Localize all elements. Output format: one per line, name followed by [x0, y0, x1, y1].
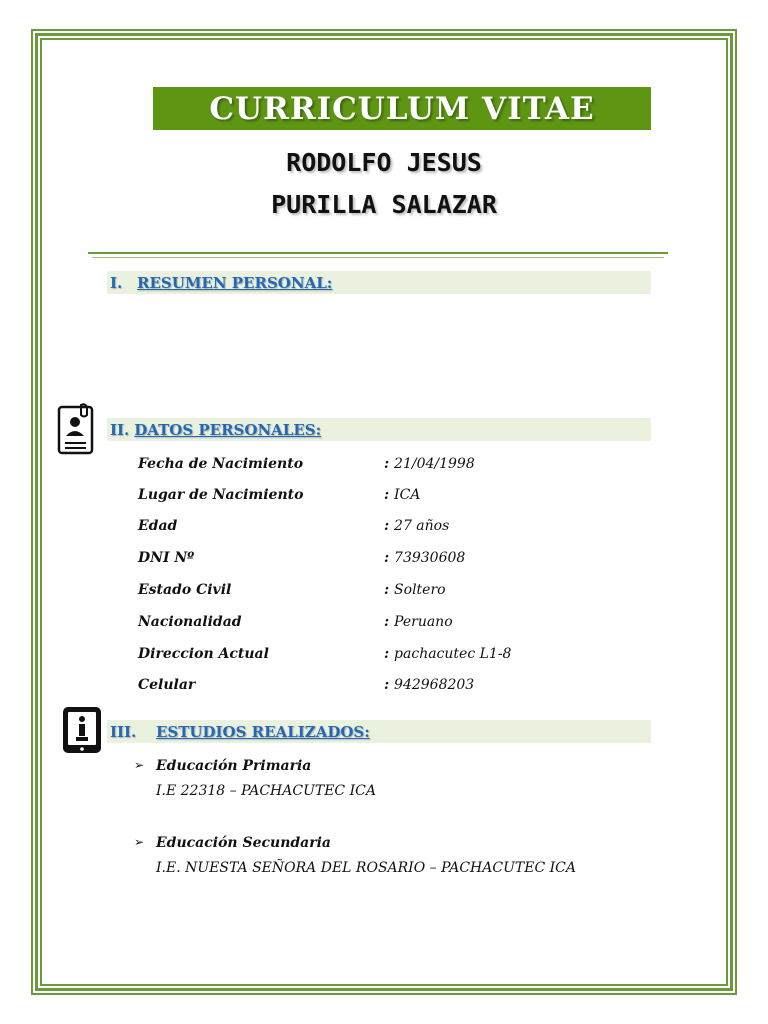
candidate-first-names: RODOLFO JESUS	[286, 148, 482, 177]
section-number: III.	[110, 722, 137, 741]
document-title: CURRICULUM VITAE	[153, 87, 651, 130]
arrow-bullet-icon: ➢	[134, 835, 145, 849]
row-value: 27 años	[394, 518, 450, 534]
row-value-wrap: : pachacutec L1-8	[384, 646, 512, 662]
row-value: 21/04/1998	[394, 456, 475, 472]
section-resumen-personal	[107, 271, 651, 294]
education-level: Educación Secundaria	[156, 835, 331, 851]
row-value-wrap: : 21/04/1998	[384, 456, 475, 472]
row-value-wrap: : Peruano	[384, 614, 453, 630]
section-number: I.	[110, 273, 123, 292]
id-card-icon	[57, 403, 95, 455]
row-label: Edad	[138, 518, 178, 534]
row-value-wrap: : 73930608	[384, 550, 466, 566]
header-divider	[88, 252, 668, 254]
row-value: Soltero	[394, 582, 446, 598]
header-divider-thin	[92, 257, 664, 258]
candidate-last-names: PURILLA SALAZAR	[271, 190, 497, 219]
row-value-wrap: : 27 años	[384, 518, 450, 534]
education-level: Educación Primaria	[156, 758, 312, 774]
section-heading: ESTUDIOS REALIZADOS:	[156, 722, 370, 741]
education-school: I.E 22318 – PACHACUTEC ICA	[156, 783, 376, 799]
row-value-wrap: : ICA	[384, 487, 421, 503]
row-label: Lugar de Nacimiento	[138, 487, 304, 503]
section-number: II.	[110, 420, 130, 439]
tablet-person-icon	[61, 705, 103, 755]
row-label: Direccion Actual	[138, 646, 269, 662]
row-label: Estado Civil	[138, 582, 232, 598]
row-label: Celular	[138, 677, 196, 693]
arrow-bullet-icon: ➢	[134, 758, 145, 772]
section-heading: RESUMEN PERSONAL:	[137, 273, 333, 292]
row-value-wrap: : 942968203	[384, 677, 475, 693]
row-value: 73930608	[394, 550, 466, 566]
section-estudios-realizados	[107, 720, 651, 743]
row-value: ICA	[394, 487, 421, 503]
row-label: Nacionalidad	[138, 614, 242, 630]
row-value: pachacutec L1-8	[394, 646, 512, 662]
row-label: Fecha de Nacimiento	[138, 456, 304, 472]
row-value: Peruano	[394, 614, 453, 630]
section-heading: DATOS PERSONALES:	[134, 420, 322, 439]
section-datos-personales	[107, 418, 651, 441]
education-school: I.E. NUESTA SEÑORA DEL ROSARIO – PACHACUTEC ICA	[156, 860, 576, 876]
row-value-wrap: : Soltero	[384, 582, 446, 598]
row-value: 942968203	[394, 677, 475, 693]
row-label: DNI Nº	[138, 550, 195, 566]
